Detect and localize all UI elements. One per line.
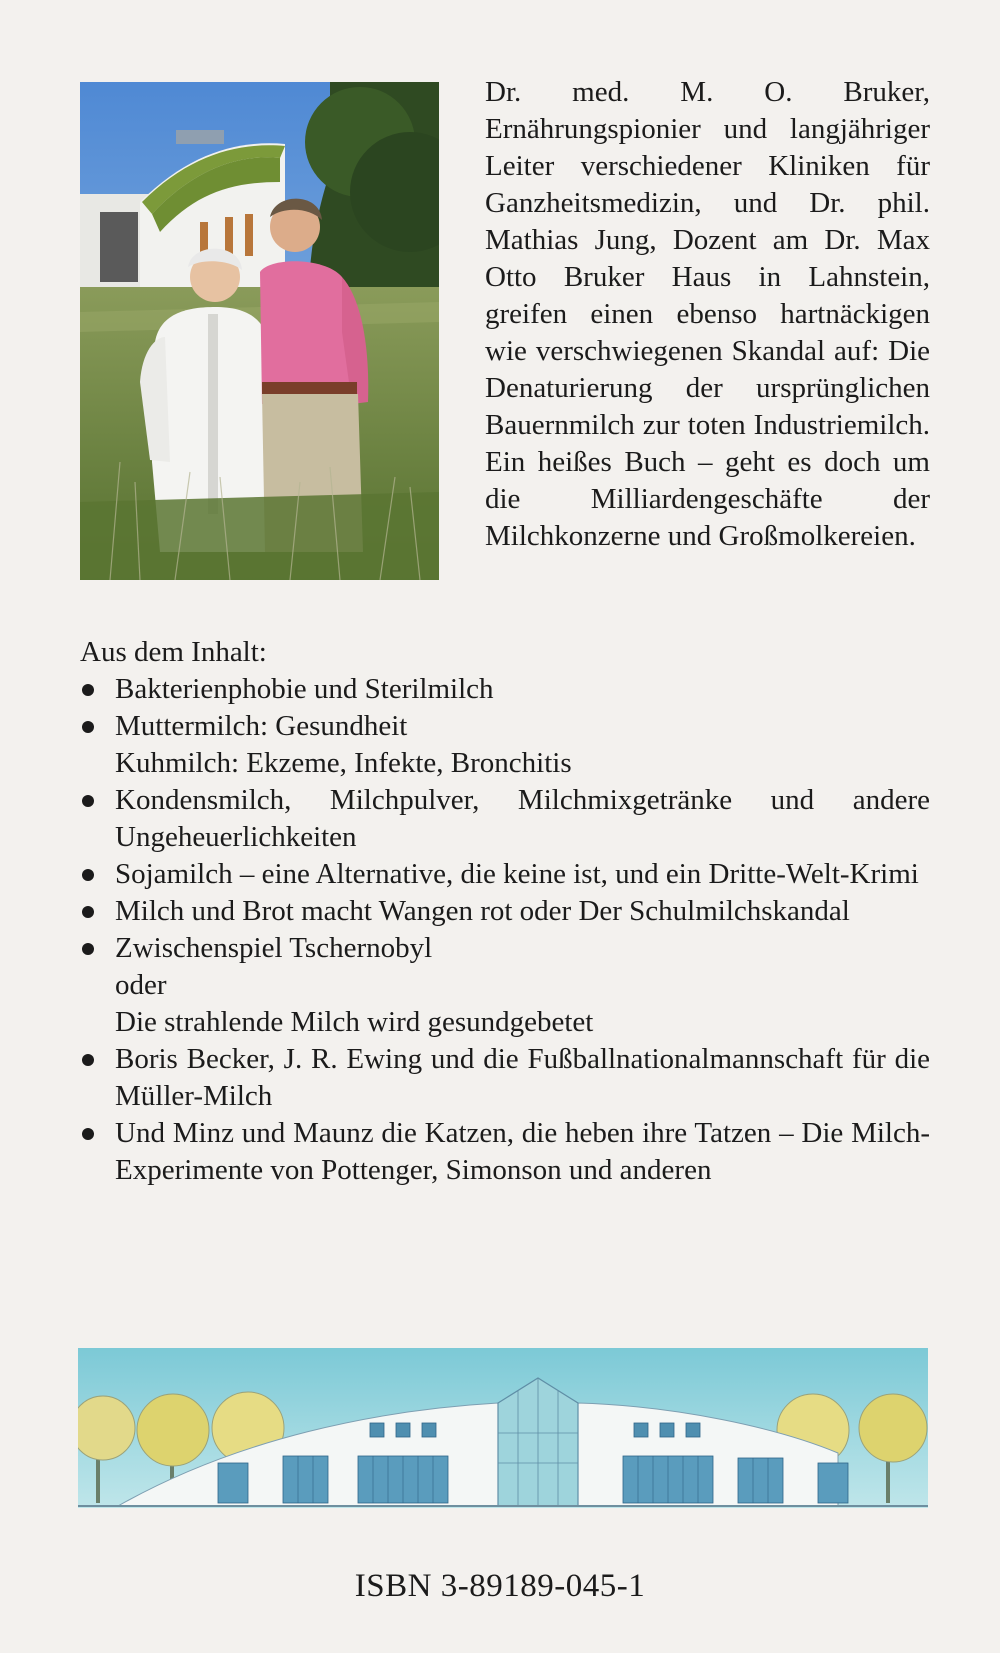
author-photo [80, 82, 439, 580]
building-drawing [78, 1348, 928, 1508]
list-item: Muttermilch: Gesundheit Kuhmilch: Ekzeme, Infekte, Bronchitis [80, 708, 930, 782]
photo-illustration [80, 82, 439, 580]
list-item: Milch und Brot macht Wangen rot oder Der Schulmilchskandal [80, 893, 930, 930]
bullet-icon [82, 1128, 94, 1140]
list-item: Boris Becker, J. R. Ewing und die Fußballnationalmannschaft für die Müller-Milch [80, 1041, 930, 1115]
bullet-icon [82, 795, 94, 807]
list-item: Bakterienphobie und Sterilmilch [80, 671, 930, 708]
building-illustration [78, 1348, 928, 1508]
bullet-icon [82, 1054, 94, 1066]
bullet-icon [82, 869, 94, 881]
list-item: Und Minz und Maunz die Katzen, die heben ihre Tatzen – Die Milch-Experimente von Pottenger, Simonson und anderen [80, 1115, 930, 1189]
bullet-icon [82, 721, 94, 733]
isbn-number: ISBN 3-89189-045-1 [354, 1568, 646, 1604]
contents-heading: Aus dem Inhalt: [80, 636, 267, 668]
list-item: Zwischenspiel Tschernobyl oder Die strahlende Milch wird gesundgebetet [80, 930, 930, 1041]
list-item: Sojamilch – eine Alternative, die keine ist, und ein Dritte-Welt-Krimi [80, 856, 930, 893]
contents-section [80, 634, 930, 1189]
list-item: Kondensmilch, Milchpulver, Milchmixgetränke und andere Ungeheuerlichkeiten [80, 782, 930, 856]
contents-list [80, 671, 930, 1189]
bullet-icon [82, 943, 94, 955]
bullet-icon [82, 684, 94, 696]
bullet-icon [82, 906, 94, 918]
blurb-text: Dr. med. M. O. Bruker, Ernährungspionier und langjähriger Leiter verschiedener Kliniken für Ganzheitsmedizin, und Dr. phil. Mathias Jung, Dozent am Dr. Max Otto Bruker Haus in Lahnstein, greifen einen ebenso hartnäckigen wie verschwiegenen Skandal auf: Die Denaturierung der ursprünglichen Bauernmilch zur toten Industriemilch. Ein heißes Buch – geht es doch um die Milliardengeschäfte der Milchkonzerne und Großmolkereien. [485, 76, 930, 552]
